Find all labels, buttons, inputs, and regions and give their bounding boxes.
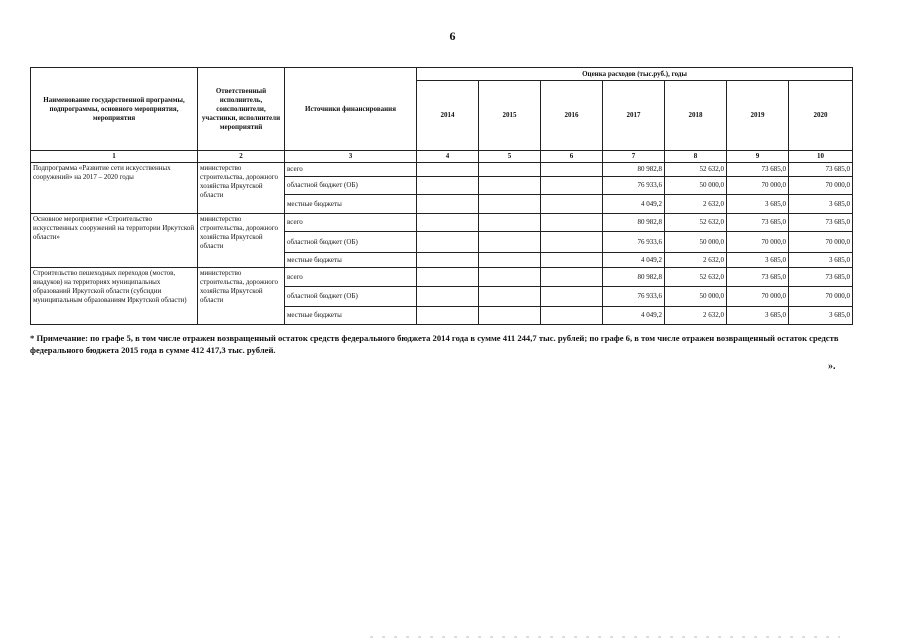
amount-cell: 80 982,8 [603, 214, 665, 232]
column-number: 2 [198, 151, 285, 163]
activity-name-cell: Основное мероприятие «Строительство искусственных сооружений на территории Иркутской области» [31, 214, 198, 268]
amount-cell [479, 253, 541, 268]
amount-cell: 73 685,0 [789, 214, 853, 232]
year-2018: 2018 [665, 81, 727, 151]
amount-cell: 80 982,8 [603, 163, 665, 177]
amount-cell: 52 632,0 [665, 163, 727, 177]
funding-source-cell: всего [285, 163, 417, 177]
amount-cell: 70 000,0 [727, 177, 789, 195]
amount-cell: 70 000,0 [789, 287, 853, 307]
column-number: 6 [541, 151, 603, 163]
amount-cell [541, 177, 603, 195]
amount-cell: 2 632,0 [665, 307, 727, 325]
amount-cell [479, 232, 541, 253]
funding-source-cell: местные бюджеты [285, 307, 417, 325]
amount-cell: 3 685,0 [789, 195, 853, 214]
amount-cell [479, 214, 541, 232]
amount-cell [479, 287, 541, 307]
year-2019: 2019 [727, 81, 789, 151]
amount-cell [479, 268, 541, 287]
amount-cell [417, 287, 479, 307]
amount-cell: 70 000,0 [789, 177, 853, 195]
responsible-cell: министерство строительства, дорожного хозяйства Иркутской области [198, 214, 285, 268]
column-number: 3 [285, 151, 417, 163]
amount-cell [541, 268, 603, 287]
amount-cell: 70 000,0 [789, 232, 853, 253]
responsible-cell: министерство строительства, дорожного хозяйства Иркутской области [198, 163, 285, 214]
funding-source-cell: местные бюджеты [285, 195, 417, 214]
column-number: 4 [417, 151, 479, 163]
year-2014: 2014 [417, 81, 479, 151]
funding-source-cell: местные бюджеты [285, 253, 417, 268]
amount-cell: 2 632,0 [665, 253, 727, 268]
page-number: 6 [449, 29, 456, 43]
amount-cell: 73 685,0 [727, 163, 789, 177]
amount-cell [541, 307, 603, 325]
amount-cell [479, 307, 541, 325]
scan-artifact-marks [0, 634, 905, 640]
amount-cell: 76 933,6 [603, 232, 665, 253]
table-row [31, 163, 853, 177]
amount-cell [417, 163, 479, 177]
amount-cell: 4 049,2 [603, 195, 665, 214]
year-2017: 2017 [603, 81, 665, 151]
column-number: 1 [31, 151, 198, 163]
amount-cell: 52 632,0 [665, 268, 727, 287]
amount-cell: 52 632,0 [665, 214, 727, 232]
year-2016: 2016 [541, 81, 603, 151]
amount-cell: 76 933,6 [603, 177, 665, 195]
amount-cell: 50 000,0 [665, 287, 727, 307]
amount-cell: 80 982,8 [603, 268, 665, 287]
amount-cell: 3 685,0 [727, 307, 789, 325]
header-responsible: Ответственный исполнитель, соисполнители, участники, исполнители мероприятий [198, 68, 285, 151]
header-name: Наименование государственной программы, подпрограммы, основного мероприятия, мероприятия [31, 68, 198, 151]
table-row [31, 268, 853, 287]
funding-source-cell: всего [285, 214, 417, 232]
column-number-row [31, 151, 853, 163]
amount-cell: 73 685,0 [727, 214, 789, 232]
column-number: 10 [789, 151, 853, 163]
amount-cell [417, 307, 479, 325]
footnote: * Примечание: по графе 5, в том числе отражен возвращенный остаток средств федерального бюджета 2014 года в сумме 411 244,7 тыс. рублей; по графе 6, в том числе отражен возвращенный остаток средств федерального бюджета 2015 года в сумме 412 417,3 тыс. рублей. [30, 333, 839, 355]
amount-cell [541, 287, 603, 307]
amount-cell: 3 685,0 [727, 195, 789, 214]
amount-cell [541, 232, 603, 253]
amount-cell: 4 049,2 [603, 253, 665, 268]
column-number: 5 [479, 151, 541, 163]
amount-cell [417, 177, 479, 195]
activity-name-cell: Подпрограмма «Развитие сети искусственных сооружений» на 2017 – 2020 годы [31, 163, 198, 214]
year-2015: 2015 [479, 81, 541, 151]
year-2020: 2020 [789, 81, 853, 151]
funding-source-cell: областной бюджет (ОБ) [285, 287, 417, 307]
closing-quote-mark: ». [828, 361, 836, 372]
amount-cell: 73 685,0 [789, 268, 853, 287]
amount-cell: 73 685,0 [789, 163, 853, 177]
amount-cell [541, 195, 603, 214]
amount-cell: 73 685,0 [727, 268, 789, 287]
table-body [31, 163, 853, 325]
amount-cell: 70 000,0 [727, 232, 789, 253]
amount-cell [541, 163, 603, 177]
amount-cell [417, 232, 479, 253]
funding-source-cell: всего [285, 268, 417, 287]
table-row [31, 214, 853, 232]
amount-cell [541, 253, 603, 268]
amount-cell [417, 268, 479, 287]
amount-cell: 50 000,0 [665, 177, 727, 195]
amount-cell [417, 195, 479, 214]
amount-cell [417, 214, 479, 232]
amount-cell: 2 632,0 [665, 195, 727, 214]
amount-cell: 4 049,2 [603, 307, 665, 325]
header-sources: Источники финансирования [285, 68, 417, 151]
activity-name-cell: Строительство пешеходных переходов (мостов, виадуков) на территориях муниципальных образований Иркутской области (субсидии муниципальным образованиям Иркутской области) [31, 268, 198, 325]
responsible-cell: министерство строительства, дорожного хозяйства Иркутской области [198, 268, 285, 325]
amount-cell: 76 933,6 [603, 287, 665, 307]
header-spending: Оценка расходов (тыс.руб.), годы [417, 68, 853, 81]
amount-cell: 3 685,0 [727, 253, 789, 268]
amount-cell [479, 195, 541, 214]
column-number: 8 [665, 151, 727, 163]
amount-cell: 70 000,0 [727, 287, 789, 307]
funding-source-cell: областной бюджет (ОБ) [285, 232, 417, 253]
amount-cell [479, 163, 541, 177]
amount-cell: 50 000,0 [665, 232, 727, 253]
budget-table [30, 67, 853, 325]
column-number: 7 [603, 151, 665, 163]
amount-cell [479, 177, 541, 195]
column-number: 9 [727, 151, 789, 163]
amount-cell: 3 685,0 [789, 307, 853, 325]
amount-cell [417, 253, 479, 268]
amount-cell: 3 685,0 [789, 253, 853, 268]
amount-cell [541, 214, 603, 232]
funding-source-cell: областной бюджет (ОБ) [285, 177, 417, 195]
